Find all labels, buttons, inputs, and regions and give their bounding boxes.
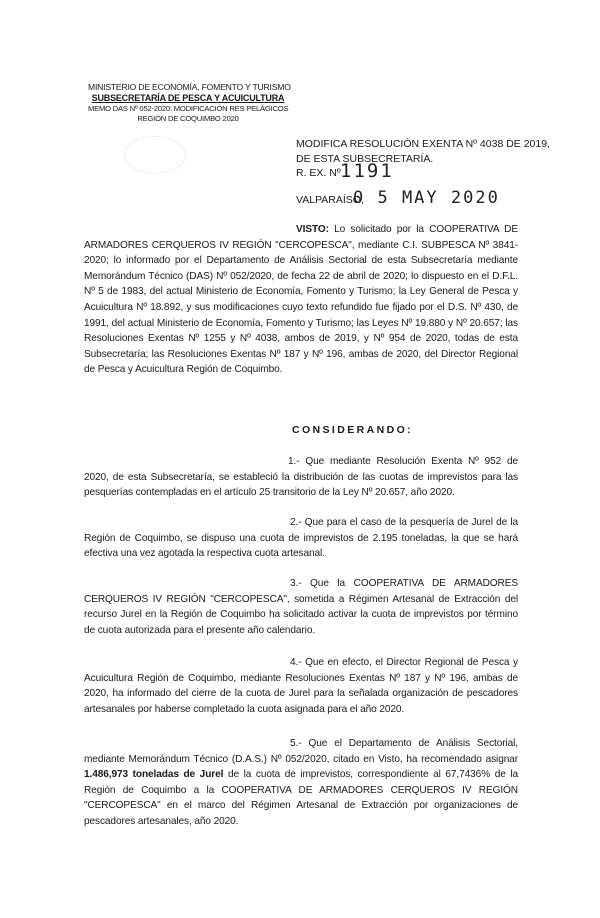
official-seal-stamp (124, 136, 186, 174)
considerando-item-4: 4.- Que en efecto, el Director Regional de Pesca y Acuicultura Región de Coquimbo, mediante Resoluciones Exentas Nº 187 y Nº 196, ambas de 2020, ha informado del cierre de la cuota de Jurel para la señalada organización de pescadores artesanales por haberse completado la cuota asignada para el año 2020. (84, 657, 518, 715)
visto-label: VISTO: (296, 224, 329, 235)
considerando-item-5: 5.- Que el Departamento de Análisis Sectorial, mediante Memorándum Técnico (D.A.S.) Nº 052/2020, citado en Visto, ha recomendado asignar 1.486,973 toneladas de Jurel de la cuota de imprevistos, correspondiente al 67,7436% de la Región de Coquimbo a la COOPERATIVA DE ARMADORES CERQUEROS IV REGIÓN "CERCOPESCA" en el marco del Régimen Artesanal de Extracción por organizaciones de pescadores artesanales, año 2020. (84, 738, 518, 827)
letterhead (88, 82, 291, 124)
visto-text: Lo solicitado por la COOPERATIVA DE ARMADORES CERQUEROS IV REGIÓN "CERCOPESCA", mediante C.I. SUBPESCA Nº 3841-2020; lo informado por el Departamento de Análisis Sectorial de esta Subsecretaría mediante Memorándum Técnico (DAS) Nº 052/2020, de fecha 22 de abril de 2020; lo dispuesto en el D.F.L. Nº 5 de 1983, del actual Ministerio de Economía, Fomento y Turismo; la Ley General de Pesca y Acuicultura Nº 18.892, y sus modificaciones cuyo texto refundido fue fijado por el D.S. Nº 430, de 1991, del actual Ministerio de Economía, Fomento y Turismo; las Leyes Nº 19.880 y Nº 20.657; las Resoluciones Exentas Nº 1255 y Nº 4038, ambos de 2019, y Nº 954 de 2020, todas de esta Subsecretaría; las Resoluciones Exentas Nº 187 y Nº 196, ambas de 2020, del Director Regional de Pesca y Acuicultura Región de Coquimbo. (84, 224, 518, 376)
resolution-subject-line2: DE ESTA SUBSECRETARÍA. (296, 153, 434, 165)
rex-number: 1191 (340, 160, 394, 182)
region-reference: REGIÓN DE COQUIMBO 2020 (137, 114, 239, 123)
considerando-item-3: 3.- Que la COOPERATIVA DE ARMADORES CERQUEROS IV REGIÓN "CERCOPESCA", sometida a Régimen Artesanal de Extracción del recurso Jurel en la Región de Coquimbo ha solicitado activar la cuota de imprevistos por término de cuota autorizada para el presente año calendario. (84, 578, 518, 636)
tonnage-highlight: 1.486,973 toneladas de Jurel (84, 769, 224, 781)
ministry-name: MINISTERIO DE ECONOMÍA, FOMENTO Y TURISMO (88, 82, 291, 92)
place-label: VALPARAÍSO, (296, 194, 364, 206)
considerando-item-2: 2.- Que para el caso de la pesquería de Jurel de la Región de Coquimbo, se dispuso una cuota de imprevistos de 2.195 toneladas, la que se hará efectiva una vez agotada la respectiva cuota artesanal. (84, 517, 518, 560)
considerando-item-1: 1.- Que mediante Resolución Exenta Nº 952 de 2020, de esta Subsecretaría, se estableció la distribución de las cuotas de imprevistos para las pesquerías contempladas en el artículo 25 transitorio de la Ley Nº 20.657, año 2020. (84, 456, 518, 499)
considerando-heading: CONSIDERANDO: (292, 424, 414, 436)
resolution-date: 0 5 MAY 2020 (353, 188, 500, 208)
memo-reference: MEMO DAS Nº 052-2020: MODIFICACIÓN RES PELÁGICOS (88, 104, 289, 113)
subsecretaria-name: SUBSECRETARÍA DE PESCA Y ACUICULTURA (91, 93, 285, 103)
resolution-subject-line1: MODIFICA RESOLUCIÓN EXENTA Nº 4038 DE 2019, (296, 138, 550, 150)
visto-paragraph (84, 222, 518, 378)
rex-label: R. EX. Nº (296, 167, 341, 179)
